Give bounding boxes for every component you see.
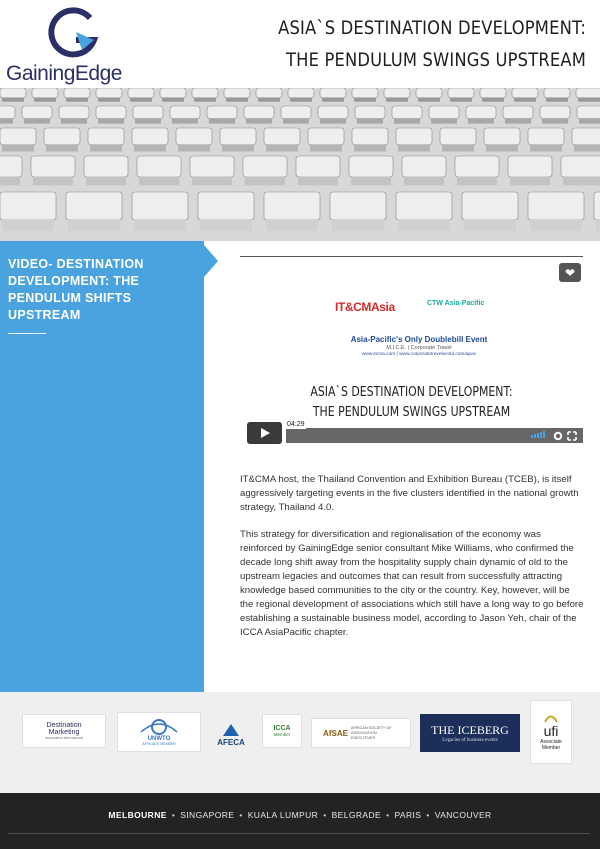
city-link-singapore[interactable]: SINGAPORE [180,810,235,820]
ctw-logo-text: CTW Asia-Pacific [427,300,485,307]
footer-divider [8,833,590,834]
page-title-line-1: ASIA`S DESTINATION DEVELOPMENT: [278,17,586,39]
unwto-sub: AFFILIATE MEMBER [142,742,176,746]
video-controls [240,421,583,445]
ufi-text: ufi [543,723,559,739]
afeca-logo[interactable] [210,716,252,752]
play-button[interactable] [247,422,282,444]
page-title-line-2: THE PENDULUM SWINGS UPSTREAM [285,49,586,71]
promo-subline: M.I.C.E. | Corporate Travel [386,345,452,351]
city-link-paris[interactable]: PARIS [394,810,422,820]
dmai-logo[interactable] [22,714,106,748]
icca-text: ICCA [273,725,291,732]
iceberg-sub: Legacies of business events [442,738,498,743]
icca-member-logo[interactable] [262,714,302,748]
sidebar-divider [8,333,46,334]
dmai-text-1: Destination [46,722,82,729]
city-separator: • [386,810,390,820]
icca-sub: Member [273,732,291,737]
iceberg-text: THE ICEBERG [431,723,509,737]
dmai-text-2: Marketing [48,729,80,736]
sidebar-title: VIDEO- DESTINATION DEVELOPMENT: THE PENDULUM SHIFTS UPSTREAM [8,257,144,322]
dmai-text-3: association international [45,736,83,740]
video-title [267,383,555,423]
volume-meter[interactable] [531,431,545,438]
play-icon [259,427,271,439]
article-paragraph-1: IT&CMA host, the Thailand Convention and Exhibition Bureau (TCEB), is itself aggressively targeting events in the five clusters identified in the national growth strategy, Thailand 4.0. [240,474,579,513]
the-iceberg-logo[interactable] [420,714,520,752]
afeca-emblem-icon [221,722,241,738]
itcma-logo [335,294,495,322]
afsae-sub: AFRICAN SOCIETY OF ASSOCIATION EXECUTIVES [350,725,392,740]
city-separator: • [239,810,243,820]
city-link-belgrade[interactable]: BELGRADE [331,810,382,820]
promo-url: www.itcma.com | www.corporatetravelworld.com/apac [361,352,477,357]
site-footer [0,793,600,849]
ufi-sub: Associate Member [540,739,562,751]
article-body [240,473,585,653]
gainingedge-logo[interactable] [6,4,136,84]
video-title-line-1: ASIA`S DESTINATION DEVELOPMENT: [310,385,513,400]
hero-seats-graphic [0,88,600,241]
office-locations [0,810,600,820]
unwto-emblem-icon [139,718,179,736]
site-header [0,0,600,88]
fullscreen-icon[interactable] [567,431,577,441]
city-separator: • [171,810,176,820]
unwto-logo[interactable] [117,712,201,752]
city-link-melbourne[interactable]: MELBOURNE [108,810,167,820]
article-paragraph-2: This strategy for diversification and regionalisation of the economy was reinforced by GainingEdge senior consultant Mike Williams, who confirmed the decade long shift away from the hospitality supply chain dynamic of old to the upstream legacies and outcomes that can result from successfully attracting knowledge based communities to the city or the country. Key, however, will be the regional development of associations which still have a long way to go before establishing a sustainable business model, according to Jason Yeh, chair of the ICCA AsiaPacific chapter. [240,529,584,638]
ufi-associate-member-logo[interactable] [530,700,572,764]
city-separator: • [323,810,327,820]
sidebar-pointer [204,245,218,277]
afsae-logo[interactable] [311,718,411,748]
city-separator: • [426,810,430,820]
page-title [278,12,586,76]
promo-tagline: Asia-Pacific's Only Doublebill Event [350,335,488,344]
settings-gear-icon[interactable] [553,431,563,441]
itcma-logo-text: IT&CMAsia [335,300,395,314]
hero-image-auditorium-seats [0,88,600,241]
city-link-kuala-lumpur[interactable]: KUALA LUMPUR [247,810,319,820]
logo-text: GainingEdge [6,62,122,85]
unwto-text: UNWTO [147,736,171,742]
video-title-line-2: THE PENDULUM SWINGS UPSTREAM [312,405,511,420]
ufi-emblem-icon [543,713,559,723]
city-link-vancouver[interactable]: VANCOUVER [434,810,492,820]
afeca-text: AFECA [217,737,245,747]
content-divider [240,256,583,257]
video-time: 04:29 [287,421,305,428]
gainingedge-logo-icon [46,6,102,62]
partner-logos-strip [0,692,600,793]
like-button[interactable] [559,263,581,282]
heart-icon: ❤ [564,265,576,280]
afsae-text: AfSAE [323,728,348,738]
